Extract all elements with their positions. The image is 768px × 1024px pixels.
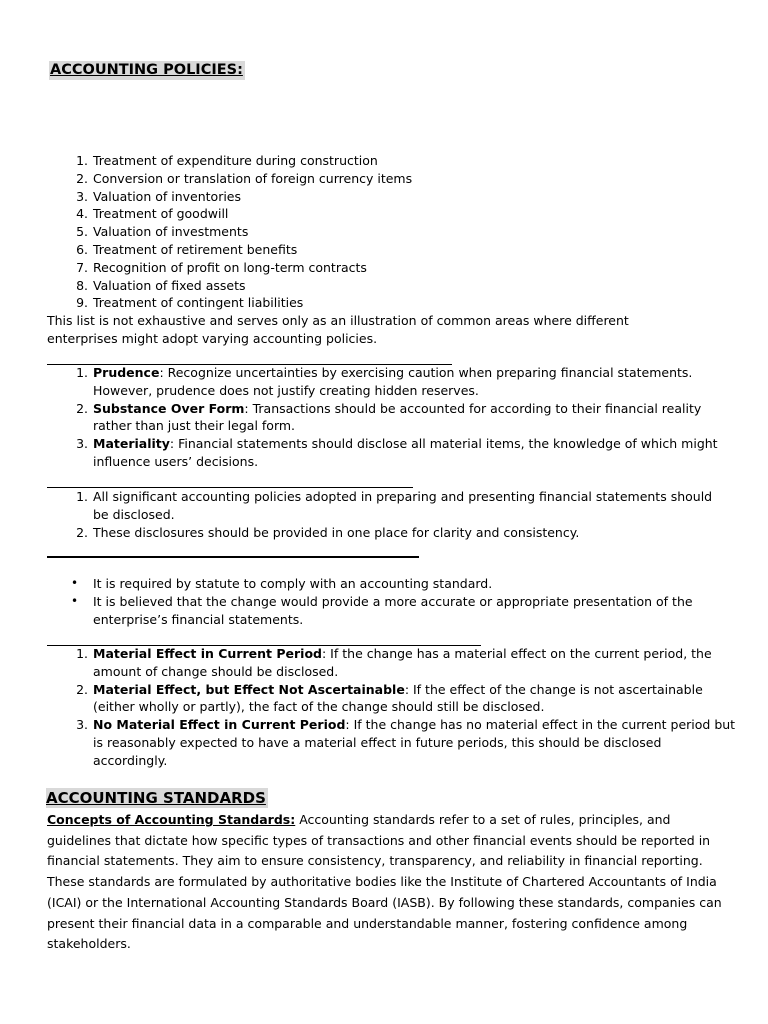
- effect-term: No Material Effect in Current Period: [93, 717, 346, 733]
- list-number: 2.: [76, 170, 88, 186]
- list-item: [47, 188, 737, 206]
- list-number: 7.: [76, 259, 88, 275]
- list-note-paragraph: This list is not exhaustive and serves only as an illustration of common areas where different enterprises might adopt varying accounting policies.: [47, 313, 629, 346]
- principles-list: [47, 364, 737, 471]
- list-number: 2.: [76, 524, 88, 540]
- change-effects-list: [47, 645, 737, 770]
- concepts-title: Concepts of Accounting Standards:: [47, 812, 296, 827]
- list-number: 5.: [76, 224, 88, 240]
- effect-term: Material Effect, but Effect Not Ascertainable: [93, 681, 405, 697]
- list-number: 1.: [76, 153, 88, 168]
- concepts-text: Accounting standards refer to a set of rules, principles, and guidelines that dictate how specific types of transactions and other financial events should be reported in financial statements. They aim to ensure consistency, transparency, and reliability in financial reporting. These standards are formulated by authoritative bodies like the Institute of Chartered Accountants of India (ICAI) or the International Accounting Standards Board (IASB). By following these standards, companies can present their financial data in a comparable and understandable manner, fostering confidence among stakeholders.: [47, 812, 722, 952]
- disclosure-list: [47, 488, 727, 541]
- list-item: [47, 170, 737, 188]
- list-number: 1.: [76, 489, 88, 504]
- principle-term: Prudence: [93, 365, 160, 380]
- list-number: 4.: [76, 206, 88, 222]
- bullet-marker: •: [71, 593, 79, 608]
- list-item-text: Valuation of inventories: [93, 188, 242, 204]
- effect-term: Material Effect in Current Period: [93, 646, 322, 661]
- accounting-policies-heading: ACCOUNTING POLICIES:: [50, 62, 243, 78]
- list-number: 2.: [76, 400, 88, 416]
- list-item: [47, 259, 737, 277]
- accounting-policies-list: [47, 152, 737, 312]
- list-number: 3.: [76, 436, 88, 452]
- principle-text: : Recognize uncertainties by exercising caution when preparing financial statements. However, prudence does not justify creating hidden reserves.: [93, 365, 693, 398]
- list-item-text: It is believed that the change would provide a more accurate or appropriate presentation of the enterprise’s financial statements.: [93, 593, 693, 627]
- list-item: [47, 716, 737, 769]
- list-item: [47, 524, 727, 542]
- principle-term: Materiality: [93, 436, 170, 452]
- list-number: 8.: [76, 277, 88, 293]
- list-item-text: Treatment of expenditure during construction: [93, 153, 378, 168]
- list-item: [47, 364, 737, 400]
- list-item: [47, 575, 737, 593]
- list-item: [47, 488, 727, 524]
- list-item-text: Conversion or translation of foreign currency items: [93, 170, 413, 186]
- list-item: [47, 205, 737, 223]
- change-reasons-list: [47, 575, 737, 628]
- list-item: [47, 435, 737, 471]
- list-item: [47, 645, 737, 681]
- accounting-standards-heading: ACCOUNTING STANDARDS: [46, 789, 266, 807]
- bullet-marker: •: [71, 576, 79, 590]
- list-number: 3.: [76, 188, 88, 204]
- list-number: 3.: [76, 717, 88, 733]
- list-number: 1.: [76, 365, 88, 380]
- list-item: [47, 294, 737, 312]
- list-item-text: All significant accounting policies adopted in preparing and presenting financial statements should be disclosed.: [93, 489, 713, 522]
- list-number: 6.: [76, 241, 88, 257]
- effect-text: : If the change has a material effect on the current period, the amount of change should be disclosed.: [93, 646, 712, 679]
- list-item-text: Treatment of retirement benefits: [93, 241, 298, 257]
- principle-term: Substance Over Form: [93, 400, 245, 416]
- list-item: [47, 223, 737, 241]
- effect-text: : If the effect of the change is not ascertainable (either wholly or partly), the fact of the change should still be disclosed.: [93, 681, 703, 715]
- list-item-text: It is required by statute to comply with an accounting standard.: [93, 576, 493, 591]
- principle-text: : Transactions should be accounted for according to their financial reality rather than just their legal form.: [93, 400, 702, 434]
- list-number: 2.: [76, 681, 88, 697]
- concepts-paragraph: [47, 810, 727, 955]
- list-item-text: Valuation of investments: [93, 224, 249, 240]
- list-item-text: Treatment of contingent liabilities: [93, 295, 304, 311]
- list-item-text: Valuation of fixed assets: [93, 277, 246, 293]
- effect-text: : If the change has no material effect in the current period but is reasonably expected to have a material effect in future periods, this should be disclosed accordingly.: [93, 717, 736, 768]
- list-item-text: These disclosures should be provided in one place for clarity and consistency.: [93, 524, 580, 540]
- list-item: [47, 277, 737, 295]
- list-number: 9.: [76, 295, 88, 311]
- list-item: [47, 593, 737, 629]
- principle-text: : Financial statements should disclose all material items, the knowledge of which might influence users’ decisions.: [93, 436, 718, 469]
- list-item: [47, 400, 737, 436]
- list-number: 1.: [76, 646, 88, 661]
- list-item-text: Treatment of goodwill: [93, 206, 229, 222]
- list-item-text: Recognition of profit on long-term contracts: [93, 259, 367, 275]
- list-item: [47, 241, 737, 259]
- list-item: [47, 681, 737, 717]
- section-divider: [47, 556, 419, 558]
- list-item: [47, 152, 737, 170]
